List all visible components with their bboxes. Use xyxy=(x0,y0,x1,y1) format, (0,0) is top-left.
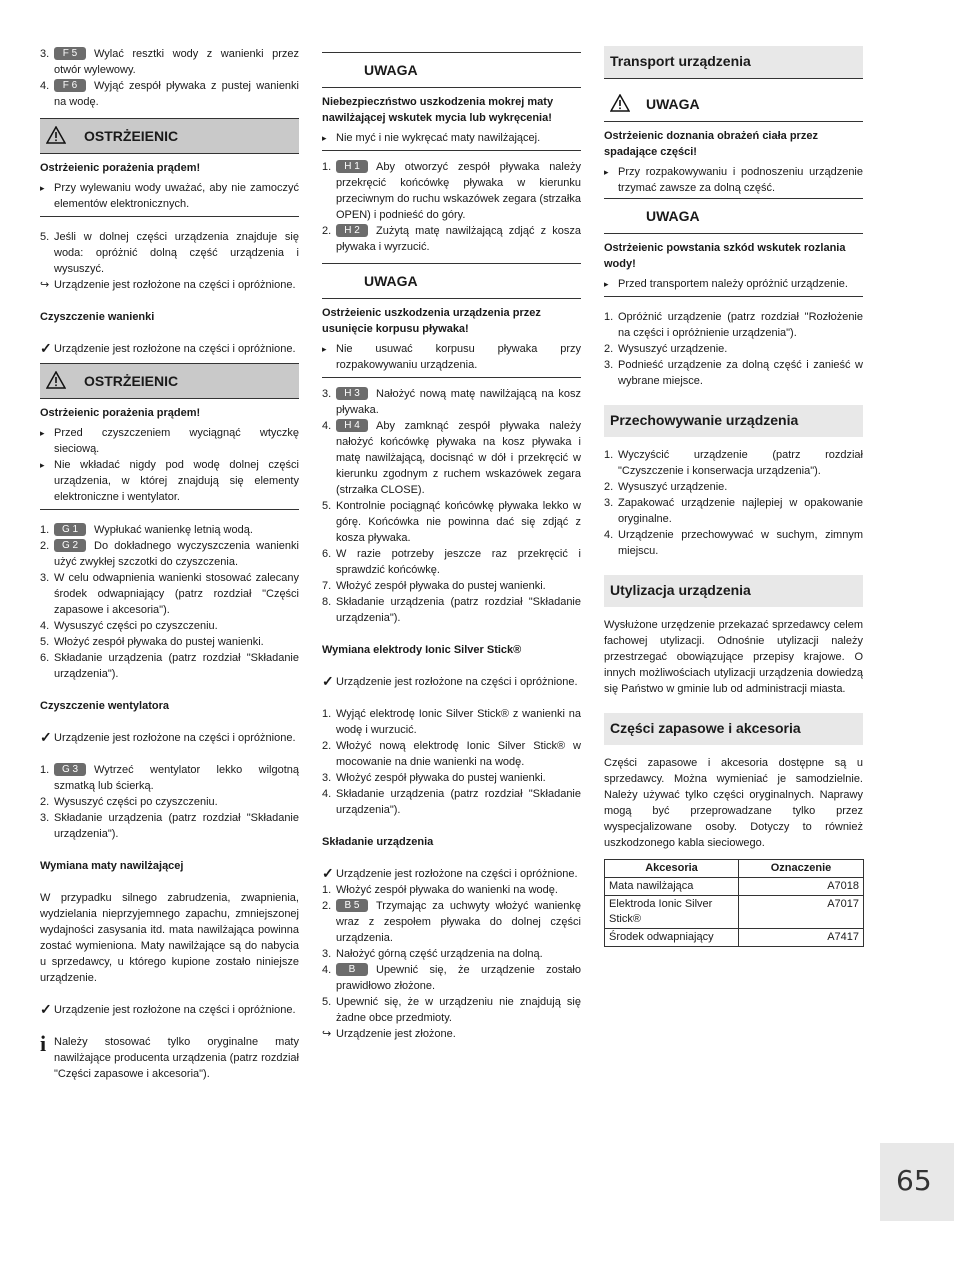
figure-badge: F 5 xyxy=(54,47,86,60)
step-g2: 2. G 2 Do dokładnego wyczyszczenia wanienki użyć zwykłej szczotki do czyszczenia. xyxy=(40,540,299,568)
caution-bar xyxy=(604,198,863,234)
step-3: 3. Podnieść urządzenie za dolną część i zanieść w wybrane miejsce. xyxy=(604,359,863,387)
step-2: 2. Wysuszyć części po czyszczeniu. xyxy=(40,796,218,808)
figure-badge: B xyxy=(336,963,368,976)
step-1: 1. Wyczyścić urządzenie (patrz rozdział "Czyszczenie i konserwacja urządzenia"). xyxy=(604,449,863,477)
warning-bar xyxy=(40,363,299,399)
check-icon: ✓ xyxy=(322,865,334,881)
precondition-line: ✓ Urządzenie jest rozłożone na części i opróżnione. xyxy=(40,729,296,745)
table-cell: Elektroda Ionic Silver Stick® xyxy=(605,896,739,929)
subheading-maty: Wymiana maty nawilżającej xyxy=(40,860,184,872)
step-1: 1. Wyjąć elektrodę Ionic Silver Stick® z wanienki na wodę i wurzucić. xyxy=(322,708,581,736)
section-title: Części zapasowe i akcesoria xyxy=(610,720,801,736)
step-2: 2. Włożyć nową elektrodę Ionic Silver Stick® w mocowanie na dnie wanienki na wodę. xyxy=(322,740,581,768)
step-3: 3. Nałożyć górną część urządzenia na dolną. xyxy=(322,948,543,960)
result-line: ↪ Urządzenie jest rozłożone na części i opróżnione. xyxy=(40,279,296,291)
table-cell: A7018 xyxy=(739,878,864,896)
step-b5: 2. B 5 Trzymając za uchwyty włożyć wanienkę wraz z zespołem pływaka do dolnej części urządzenia. xyxy=(322,900,581,944)
step-f6: 4. F 6 Wyjąć zespół pływaka z pustej wanienki na wodę. xyxy=(40,80,299,108)
step-8: 8. Składanie urządzenia (patrz rozdział "Składanie urządzenia"). xyxy=(322,596,581,624)
section-title: Utylizacja urządzenia xyxy=(610,582,751,598)
step-3: 3. W celu odwapnienia wanienki stosować zalecany środek odwapniający (patrz rozdział "Części zapasowe i akcesoria"). xyxy=(40,572,299,616)
step-5: 5. Włożyć zespół pływaka do pustej wanienki. xyxy=(40,636,264,648)
result-arrow-icon: ↪ xyxy=(322,1028,332,1040)
caution-bullet: ▸ Przed transportem należy opróżnić urządzenie. xyxy=(604,276,863,292)
check-icon: ✓ xyxy=(40,729,52,745)
step-g1: 1. G 1 Wypłukać wanienkę letnią wodą. xyxy=(40,524,253,536)
section-header-transport xyxy=(604,46,863,79)
caution-title: UWAGA xyxy=(364,62,418,78)
step-4: 4. Urządzenie przechowywać w suchym, zimnym miejscu. xyxy=(604,529,863,557)
table-header-cell: Akcesoria xyxy=(605,860,739,878)
precondition-line: ✓ Urządzenie jest rozłożone na części i opróżnione. xyxy=(40,340,296,356)
step-5: 5. Upewnić się, że w urządzeniu nie znajdują się żadne obce przedmioty. xyxy=(322,996,581,1024)
step-3: 3. Zapakować urządzenie najlepiej w opakowanie oryginalne. xyxy=(604,497,863,525)
column-middle xyxy=(322,52,581,1042)
step-h2: 2. H 2 Zużytą matę nawilżającą zdjąć z kosza pływaka i wyrzucić. xyxy=(322,225,581,253)
step-6: 6. Składanie urządzenia (patrz rozdział "Składanie urządzenia"). xyxy=(40,652,299,680)
page-number-box xyxy=(880,1143,954,1221)
table-row xyxy=(605,878,864,896)
step-3: 3. Składanie urządzenia (patrz rozdział "Składanie urządzenia"). xyxy=(40,812,299,840)
caution-title: UWAGA xyxy=(364,273,418,289)
figure-badge: H 4 xyxy=(336,419,368,432)
column-left xyxy=(40,46,299,1082)
step-2: 2. Wysuszyć urządzenie. xyxy=(604,343,728,355)
step-3: 3. Włożyć zespół pływaka do pustej wanienki. xyxy=(322,772,546,784)
step-h4: 4. H 4 Aby zamknąć zespół pływaka należy nałożyć końcówkę pływaka na kosz pływaka i matę nawilżającą, docisnąć w dół i przekręcić w kierunku zgodnym z ruchem wskazówek zegara (strzałka CLOSE). xyxy=(322,420,581,496)
precondition-line: ✓ Urządzenie jest rozłożone na części i opróżnione. xyxy=(322,673,578,689)
figure-badge: H 1 xyxy=(336,160,368,173)
subheading-wanienki: Czyszczenie wanienki xyxy=(40,311,155,323)
warning-triangle-icon xyxy=(610,94,630,112)
check-icon: ✓ xyxy=(40,1001,52,1017)
warning-title: OSTRŻEIENIC xyxy=(84,373,179,389)
check-icon: ✓ xyxy=(40,340,52,356)
warning-triangle-icon xyxy=(46,126,66,144)
caution-text: Ostrżeienic powstania szkód wskutek rozlania wody! xyxy=(604,242,846,270)
warning-triangle-icon xyxy=(46,371,66,389)
warning-text: Ostrżeienic porażenia prądem! xyxy=(40,162,201,174)
step-h1: 1. H 1 Aby otworzyć zespół pływaka należy przekręcić końcówkę pływaka w kierunku przeciwnym do ruchu wskazówek zegara (strzałka OPEN) i podnieść do góry. xyxy=(322,161,581,221)
info-note: i Należy stosować tylko oryginalne maty nawilżające producenta urządzenia (patrz rozdział "Części zapasowe i akcesoria"). xyxy=(40,1031,299,1080)
table-row xyxy=(605,929,864,947)
section-header-parts xyxy=(604,713,863,745)
info-icon: i xyxy=(40,1031,47,1056)
page-number: 65 xyxy=(896,1164,932,1197)
figure-badge: H 3 xyxy=(336,387,368,400)
table-header-cell: Oznaczenie xyxy=(739,860,864,878)
warning-text: Ostrżeienic porażenia prądem! xyxy=(40,407,201,419)
result-line: ↪ Urządzenie jest złożone. xyxy=(322,1028,456,1040)
warning-title: OSTRŻEIENIC xyxy=(84,128,179,144)
table-row xyxy=(605,896,864,929)
column-right xyxy=(604,46,863,947)
caution-bullet: ▸ Nie myć i nie wykręcać maty nawilżającej. xyxy=(322,130,581,146)
caution-title: UWAGA xyxy=(646,96,700,112)
step-7: 7. Włożyć zespół pływaka do pustej wanienki. xyxy=(322,580,546,592)
precondition-line: ✓ Urządzenie jest rozłożone na części i opróżnione. xyxy=(40,1001,296,1017)
step-5: 5. Kontrolnie pociągnąć końcówkę pływaka lekko w górę. Końcówka nie powinna dać się zdjąć z kosza pływaka. xyxy=(322,500,581,544)
caution-text: Ostrżeienic doznania obrażeń ciała przez spadające części! xyxy=(604,130,818,158)
figure-badge: G 1 xyxy=(54,523,86,536)
warning-bullet: ▸ Nie wkładać nigdy pod wodę dolnej części urządzenia, w której znajdują się elementy elektroniczne i wentylator. xyxy=(40,457,299,505)
step-g3: 1. G 3 Wytrzeć wentylator lekko wilgotną szmatką lub ścierką. xyxy=(40,764,299,792)
warning-bullet: ▸ Przed czyszczeniem wyciągnąć wtyczkę sieciową. xyxy=(40,425,299,457)
caution-bullet: ▸ Nie usuwać korpusu pływaka przy rozpakowywaniu urządzenia. xyxy=(322,341,581,373)
paragraph-parts: Części zapasowe i akcesoria dostępne są u sprzedawcy. Można wymieniać je samodzielnie. Należy używać tylko części oryginalnych. Naprawy mogą być przeprowadzane tylko przez wyspecjalizowane osoby. Dotyczy to również uszkodzonego kabla sieciowego. xyxy=(604,757,863,849)
precondition-line: ✓ Urządzenie jest rozłożone na części i opróżnione. xyxy=(322,865,578,881)
step-4: 4. Składanie urządzenia (patrz rozdział "Składanie urządzenia"). xyxy=(322,788,581,816)
section-header-disposal xyxy=(604,575,863,607)
step-6: 6. W razie potrzeby jeszcze raz przekręcić i sprawdzić końcówkę. xyxy=(322,548,581,576)
step-h3: 3. H 3 Nałożyć nową matę nawilżającą na kosz pływaka. xyxy=(322,388,581,416)
caution-bar xyxy=(604,87,863,122)
caution-text: Niebezpieczństwo uszkodzenia mokrej maty nawilżającej wskutek mycia lub wykręcenia! xyxy=(322,96,554,124)
figure-badge: B 5 xyxy=(336,899,368,912)
check-icon: ✓ xyxy=(322,673,334,689)
step-f5: 3. F 5 Wylać resztki wody z wanienki przez otwór wylewowy. xyxy=(40,48,299,76)
parts-table xyxy=(604,859,864,947)
table-cell: Środek odwapniający xyxy=(605,929,739,947)
table-cell: Mata nawilżająca xyxy=(605,878,739,896)
caution-title: UWAGA xyxy=(646,208,700,224)
step-b: 4. B Upewnić się, że urządzenie zostało prawidłowo złożone. xyxy=(322,964,581,992)
step-1: 1. Opróżnić urządzenie (patrz rozdział "Rozłożenie na części i opróżnienie urządzenia"). xyxy=(604,311,863,339)
section-title: Przechowywanie urządzenia xyxy=(610,412,799,428)
subheading-ionic: Wymiana elektrody Ionic Silver Stick® xyxy=(322,644,522,656)
step-1: 1. Włożyć zespół pływaka do wanienki na wodę. xyxy=(322,884,558,896)
warning-bar xyxy=(40,118,299,154)
paragraph-disposal: Wysłużone urzędzenie przekazać sprzedawcy celem fachowej utylizacji. Odnośnie utylizacji należy przestrzegać obowiązujące przepisy krajowe. O innych możliwościach utylizacji urządzenia dowiedzą się Państwo w gminie lub od administracji miasta. xyxy=(604,619,863,695)
figure-badge: F 6 xyxy=(54,79,86,92)
subheading-wentylatora: Czyszczenie wentylatora xyxy=(40,700,169,712)
figure-badge: G 3 xyxy=(54,763,86,776)
caution-bar xyxy=(322,263,581,299)
caution-bar xyxy=(322,52,581,88)
step-5: 5. Jeśli w dolnej części urządzenia znajduje się woda: opróżnić dolną część urządzenia i wysuszyć. xyxy=(40,231,299,275)
table-header-row xyxy=(605,860,864,878)
step-4: 4. Wysuszyć części po czyszczeniu. xyxy=(40,620,218,632)
warning-bullet: ▸ Przy wylewaniu wody uważać, aby nie zamoczyć elementów elektronicznych. xyxy=(40,180,299,212)
figure-badge: H 2 xyxy=(336,224,368,237)
section-header-storage xyxy=(604,405,863,437)
step-2: 2. Wysuszyć urządzenie. xyxy=(604,481,728,493)
caution-bullet: ▸ Przy rozpakowywaniu i podnoszeniu urządzenie trzymać zawsze za dolną część. xyxy=(604,164,863,196)
figure-badge: G 2 xyxy=(54,539,86,552)
caution-text: Ostrżeienic uszkodzenia urządzenia przez usunięcie korpusu pływaka! xyxy=(322,307,541,335)
result-arrow-icon: ↪ xyxy=(40,279,50,291)
section-title: Transport urządzenia xyxy=(610,53,751,69)
table-cell: A7417 xyxy=(739,929,864,947)
subheading-skladanie: Składanie urządzenia xyxy=(322,836,434,848)
paragraph-maty: W przypadku silnego zabrudzenia, zwapnienia, wydzielania nieprzyjemnego zapachu, zmniejszonej wydajności zasysania itd. mata nawilżająca powinna zostać wymieniona. Maty nawilżające są do nabycia u sprzedawcy, u którego kupione zostało niniejsze urządzenie. xyxy=(40,892,299,984)
table-cell: A7017 xyxy=(739,896,864,929)
